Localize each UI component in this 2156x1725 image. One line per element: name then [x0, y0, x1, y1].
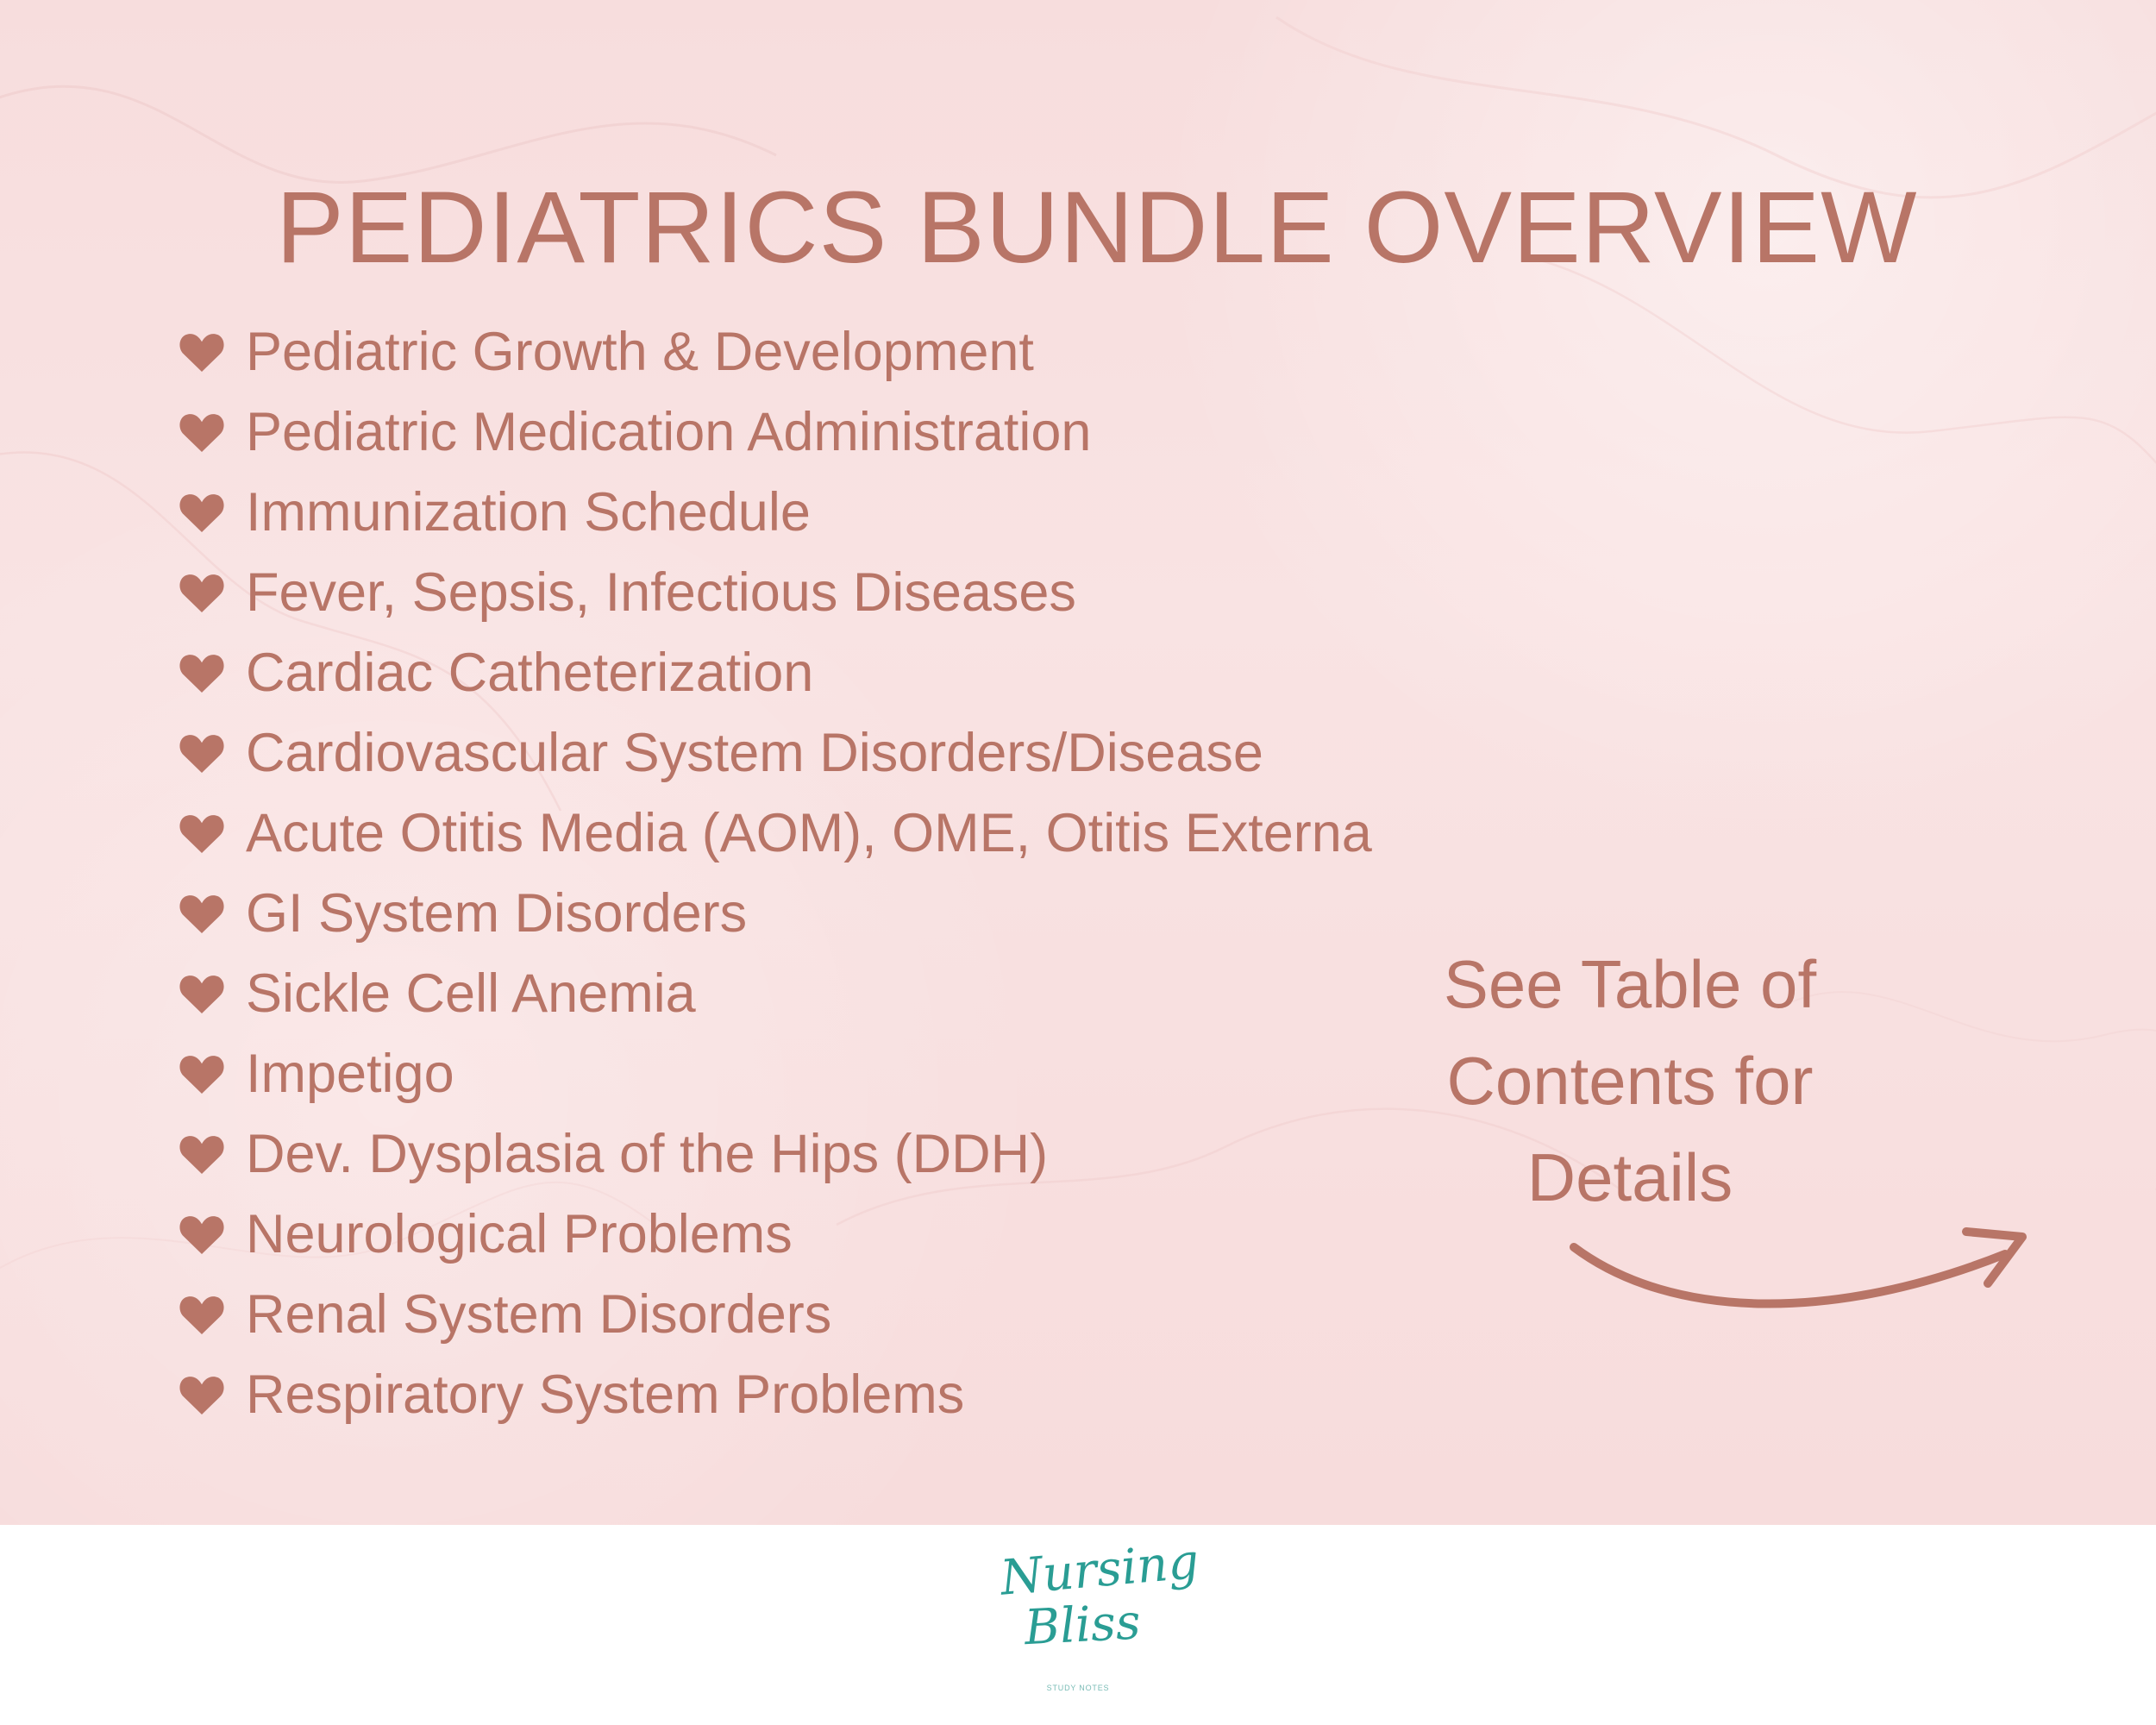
topic-label: Impetigo — [246, 1044, 454, 1104]
page-title: PEDIATRICS BUNDLE OVERVIEW — [276, 171, 1918, 285]
topic-label: Acute Otitis Media (AOM), OME, Otitis Externa — [246, 803, 1372, 863]
table-of-contents-callout — [1363, 936, 1897, 1226]
heart-icon — [177, 1290, 227, 1340]
topic-item-growth-development — [177, 312, 1557, 392]
heart-icon — [177, 408, 227, 458]
topic-item-cardiovascular-disorders — [177, 713, 1557, 794]
topics-list — [177, 312, 1557, 1435]
topic-label: Dev. Dysplasia of the Hips (DDH) — [246, 1124, 1049, 1184]
topic-label: Cardiac Catheterization — [246, 643, 814, 703]
topic-item-neurological-problems — [177, 1195, 1557, 1275]
topic-item-respiratory-problems — [177, 1355, 1557, 1435]
heart-icon — [177, 1371, 227, 1421]
topic-item-gi-disorders — [177, 874, 1557, 954]
heart-icon — [177, 1130, 227, 1180]
heart-icon — [177, 1210, 227, 1260]
topic-label: Sickle Cell Anemia — [246, 963, 696, 1024]
topic-item-impetigo — [177, 1034, 1557, 1114]
heart-icon — [177, 568, 227, 618]
topic-label: Respiratory System Problems — [246, 1364, 965, 1425]
curved-arrow-icon — [1561, 1216, 2044, 1320]
heart-icon — [177, 1050, 227, 1100]
logo-text-line-1: Nursing — [998, 1533, 1201, 1607]
topic-label: Immunization Schedule — [246, 482, 811, 543]
heart-icon — [177, 328, 227, 378]
topic-item-ddh — [177, 1114, 1557, 1195]
heart-icon — [177, 729, 227, 779]
topic-label: Neurological Problems — [246, 1204, 793, 1264]
topic-label: Fever, Sepsis, Infectious Diseases — [246, 562, 1076, 623]
nursing-bliss-logo — [998, 1533, 1201, 1703]
topic-item-cardiac-catheterization — [177, 633, 1557, 713]
heart-icon — [177, 809, 227, 859]
topic-label: Cardiovascular System Disorders/Disease — [246, 723, 1263, 783]
topic-label: GI System Disorders — [246, 883, 748, 944]
topic-item-infectious-diseases — [177, 553, 1557, 633]
topic-item-otitis — [177, 794, 1557, 874]
callout-line-1: See Table of — [1443, 946, 1817, 1022]
heart-icon — [177, 649, 227, 699]
topic-item-sickle-cell-anemia — [177, 954, 1557, 1034]
logo-subtitle: STUDY NOTES — [1046, 1684, 1110, 1692]
topic-item-immunization-schedule — [177, 473, 1557, 553]
topic-label: Renal System Disorders — [246, 1284, 832, 1345]
callout-line-3: Details — [1526, 1139, 1733, 1215]
topic-item-medication-administration — [177, 392, 1557, 473]
heart-icon — [177, 488, 227, 538]
heart-icon — [177, 969, 227, 1019]
topic-label: Pediatric Growth & Development — [246, 322, 1034, 382]
heart-icon — [177, 889, 227, 939]
callout-line-2: Contents for — [1446, 1043, 1814, 1119]
topic-label: Pediatric Medication Administration — [246, 402, 1092, 462]
topic-item-renal-disorders — [177, 1275, 1557, 1355]
logo-text-line-2: Bliss — [1023, 1594, 1143, 1657]
